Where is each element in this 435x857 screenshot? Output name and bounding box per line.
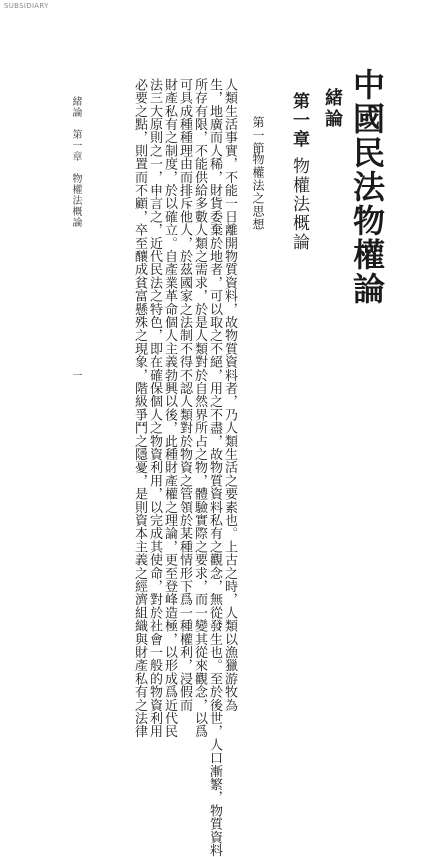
page-number: 一 [70,370,81,380]
body-line: 所存有限，不能供給多數人類之需求，於是人類對於自然界所占之物，體驗實際之要求，而一變其從來觀念，以爲 [192,78,207,738]
chapter-number: 第一章 [289,92,309,149]
book-title: 中國民法物權論 [348,68,386,306]
chapter-title: 物權法概論 [289,157,309,252]
body-text [132,78,237,857]
body-line: 法三大原則之一，申言之，近代民法之特色，即在確保個人之物資利用，以完成其使命，對於社會一般的物資利用 [147,78,162,738]
introduction-heading: 緒論 [322,88,343,130]
running-head: 緒論 第一章 物權法概論 [70,96,81,228]
body-line: 可具成種種理由而排斥他人，於茲國家之法制不得不認人類對於物資之管領於某種情形下爲一種權利，浸假而 [177,78,192,712]
body-line: 必要之點，則置而不顧，卒至釀成貧富懸殊之現象，階級爭鬥之隱憂，是則資本主義之經濟組織與財產私有之法律 [132,78,147,738]
section-number: 第一節 [251,116,265,155]
body-line: 財產私有之制度，於以確立。自產業革命個人主義勃興以後，此種財產權之理論，更至登峰造極，以形成爲近代民 [162,78,177,738]
body-line: 生，地廣而人稀，財貨委棄於地者，可以取之不絕，用之不盡，故物質資料私有之觀念，無從發生也。至於後世，人口漸繁，物質資料 [207,78,222,857]
watermark-text: SUBSIDIARY [4,2,49,10]
section-title: 物權法之思想 [251,153,265,231]
body-line: 人類生活事實，不能一日離開物質資料，故物質資料者，乃人類生活之要素也。上古之時，人類以漁獵游牧為 [222,78,237,712]
